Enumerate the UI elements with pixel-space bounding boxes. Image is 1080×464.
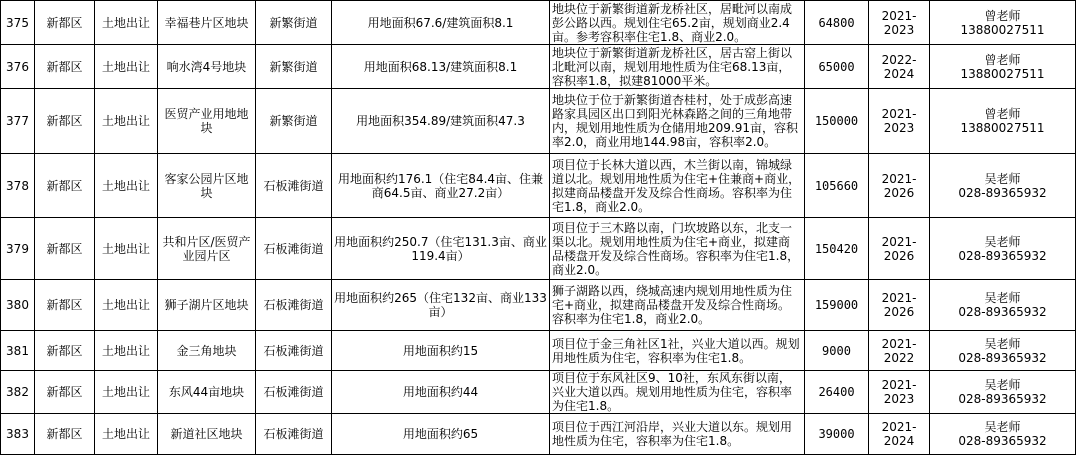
contact-phone: 13880027511: [960, 22, 1045, 37]
plot-name-cell: 金三角地块: [158, 331, 256, 371]
contact-cell: [930, 414, 1076, 455]
contact-phone: 028-89365932: [958, 305, 1047, 319]
district-cell: 新都区: [35, 154, 95, 218]
district-cell: 新都区: [35, 280, 95, 331]
period-cell: [869, 89, 930, 154]
district-cell: 新都区: [35, 371, 95, 414]
period-cell: [869, 154, 930, 218]
description-cell: 地块位于新繁街道新龙桥社区，居古窑上街以北毗河以南，规划用地性质为住宅68.13亩，容积率1.8，拟建81000平米。: [550, 45, 805, 89]
description-cell: 项目位于金三角社区1社，兴业大道以西。规划用地性质为住宅，容积率为住宅1.8。: [550, 331, 805, 371]
row-number: 378: [1, 154, 35, 218]
street-cell: 石板滩街道: [256, 331, 332, 371]
area-cell: 用地面积约250.7（住宅131.3亩、商业119.4亩）: [332, 218, 550, 280]
district-cell: 新都区: [35, 414, 95, 455]
contact-phone: 028-89365932: [958, 392, 1047, 406]
table-row: [1, 371, 1076, 414]
project-type-cell: 土地出让: [95, 1, 158, 45]
table-row: [1, 89, 1076, 154]
row-number: 382: [1, 371, 35, 414]
contact-cell: [930, 45, 1076, 89]
amount-cell: 150000: [805, 89, 869, 154]
contact-cell: [930, 331, 1076, 371]
period-cell: [869, 218, 930, 280]
project-type-cell: 土地出让: [95, 331, 158, 371]
amount-cell: 9000: [805, 331, 869, 371]
period-text: 2021-2023: [881, 378, 917, 406]
contact-name: 曾老师: [984, 52, 1021, 67]
contact-phone: 13880027511: [960, 121, 1045, 135]
period-text: 2021-2026: [881, 234, 917, 263]
period-text: 2021-2026: [881, 171, 917, 200]
period-cell: [869, 45, 930, 89]
plot-name-cell: 医贸产业用地地块: [158, 89, 256, 154]
area-cell: 用地面积68.13/建筑面积8.1: [332, 45, 550, 89]
plot-name-cell: 新道社区地块: [158, 414, 256, 455]
plot-name-cell: 幸福巷片区地块: [158, 1, 256, 45]
contact-name: 吴老师: [984, 378, 1021, 392]
period-text: 2021-2022: [881, 336, 917, 365]
contact-cell: [930, 154, 1076, 218]
table-row: [1, 154, 1076, 218]
amount-cell: 159000: [805, 280, 869, 331]
plot-name-cell: 东风44亩地块: [158, 371, 256, 414]
contact-name: 吴老师: [984, 171, 1021, 186]
description-cell: 狮子湖路以西，绕城高速内规划用地性质为住宅+商业，拟建商品楼盘开发及综合性商场。容积率为住宅1.8，商业2.0。: [550, 280, 805, 331]
amount-cell: 105660: [805, 154, 869, 218]
description-cell: 地块位于新繁街道新龙桥社区，居毗河以南成彭公路以西。规划住宅65.2亩，规划商业2.4亩。参考容积率住宅1.8、商业2.0。: [550, 1, 805, 45]
description-cell: 项目位于长林大道以西，木兰街以南，锦城绿道以北。规划用地性质为住宅+住兼商+商业，拟建商品楼盘开发及综合性商场。容积率为住宅1.8，商业2.0。: [550, 154, 805, 218]
table-row: [1, 331, 1076, 371]
contact-name: 曾老师: [984, 107, 1021, 121]
contact-name: 曾老师: [984, 8, 1021, 23]
period-text: 2021-2023: [881, 8, 917, 37]
area-cell: 用地面积约44: [332, 371, 550, 414]
contact-phone: 028-89365932: [958, 248, 1047, 263]
street-cell: 新繁街道: [256, 1, 332, 45]
project-type-cell: 土地出让: [95, 414, 158, 455]
table-row: [1, 1, 1076, 45]
district-cell: 新都区: [35, 331, 95, 371]
period-text: 2022-2024: [881, 52, 917, 81]
district-cell: 新都区: [35, 45, 95, 89]
amount-cell: 64800: [805, 1, 869, 45]
contact-cell: [930, 280, 1076, 331]
row-number: 383: [1, 414, 35, 455]
contact-name: 吴老师: [984, 336, 1021, 351]
contact-cell: [930, 371, 1076, 414]
row-number: 381: [1, 331, 35, 371]
district-cell: 新都区: [35, 1, 95, 45]
row-number: 380: [1, 280, 35, 331]
district-cell: 新都区: [35, 218, 95, 280]
contact-name: 吴老师: [984, 234, 1021, 249]
period-text: 2021-2023: [881, 107, 917, 135]
amount-cell: 65000: [805, 45, 869, 89]
street-cell: 石板滩街道: [256, 371, 332, 414]
district-cell: 新都区: [35, 89, 95, 154]
amount-cell: 26400: [805, 371, 869, 414]
description-cell: 项目位于三木路以南，门坎坡路以东，北支一渠以北。规划用地性质为住宅+商业，拟建商品楼盘开发及综合性商场。容积率为住宅1.8，商业2.0。: [550, 218, 805, 280]
street-cell: 石板滩街道: [256, 280, 332, 331]
street-cell: 新繁街道: [256, 45, 332, 89]
street-cell: 石板滩街道: [256, 414, 332, 455]
table-row: [1, 218, 1076, 280]
period-cell: [869, 414, 930, 455]
project-type-cell: 土地出让: [95, 154, 158, 218]
contact-phone: 13880027511: [960, 66, 1045, 81]
project-type-cell: 土地出让: [95, 89, 158, 154]
plot-name-cell: 狮子湖片区地块: [158, 280, 256, 331]
amount-cell: 39000: [805, 414, 869, 455]
area-cell: 用地面积354.89/建筑面积47.3: [332, 89, 550, 154]
contact-name: 吴老师: [984, 291, 1021, 305]
area-cell: 用地面积约15: [332, 331, 550, 371]
project-type-cell: 土地出让: [95, 218, 158, 280]
table-row: [1, 414, 1076, 455]
table-row: [1, 280, 1076, 331]
street-cell: 新繁街道: [256, 89, 332, 154]
plot-name-cell: 共和片区/医贸产业园片区: [158, 218, 256, 280]
contact-cell: [930, 218, 1076, 280]
row-number: 375: [1, 1, 35, 45]
plot-name-cell: 客家公园片区地块: [158, 154, 256, 218]
area-cell: 用地面积约265（住宅132亩、商业133亩）: [332, 280, 550, 331]
period-cell: [869, 371, 930, 414]
area-cell: 用地面积约176.1（住宅84.4亩、住兼商64.5亩、商业27.2亩）: [332, 154, 550, 218]
row-number: 376: [1, 45, 35, 89]
street-cell: 石板滩街道: [256, 154, 332, 218]
period-cell: [869, 280, 930, 331]
contact-phone: 028-89365932: [958, 350, 1047, 365]
contact-phone: 028-89365932: [958, 434, 1047, 448]
period-cell: [869, 1, 930, 45]
area-cell: 用地面积67.6/建筑面积8.1: [332, 1, 550, 45]
plot-name-cell: 响水湾4号地块: [158, 45, 256, 89]
contact-cell: [930, 89, 1076, 154]
row-number: 379: [1, 218, 35, 280]
description-cell: 项目位于东风社区9、10社，东风东街以南，兴业大道以西。规划用地性质为住宅，容积率为住宅1.8。: [550, 371, 805, 414]
row-number: 377: [1, 89, 35, 154]
street-cell: 石板滩街道: [256, 218, 332, 280]
contact-cell: [930, 1, 1076, 45]
project-type-cell: 土地出让: [95, 371, 158, 414]
contact-name: 吴老师: [984, 420, 1021, 434]
period-cell: [869, 331, 930, 371]
contact-phone: 028-89365932: [958, 185, 1047, 200]
table-row: [1, 45, 1076, 89]
project-type-cell: 土地出让: [95, 45, 158, 89]
period-text: 2021-2026: [881, 291, 917, 319]
description-cell: 项目位于西江河沿岸，兴业大道以东。规划用地性质为住宅，容积率为住宅1.8。: [550, 414, 805, 455]
area-cell: 用地面积约65: [332, 414, 550, 455]
amount-cell: 150420: [805, 218, 869, 280]
period-text: 2021-2024: [881, 420, 917, 448]
description-cell: 地块位于位于新繁街道杏桂村，处于成彭高速路家具园区出口到阳光林森路之间的三角地带内，规划用地性质为仓储用地209.91亩，容积率2.0，商业用地144.98亩，容积率2.0。: [550, 89, 805, 154]
project-type-cell: 土地出让: [95, 280, 158, 331]
